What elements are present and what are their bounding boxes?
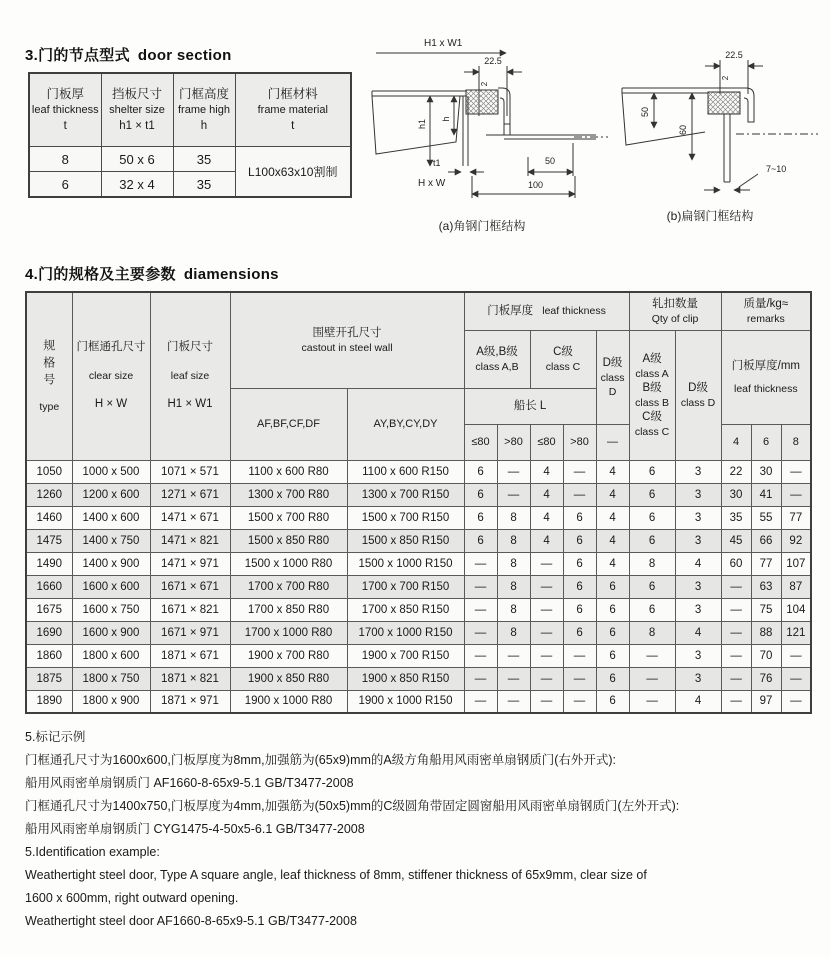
cell-w4: —: [721, 621, 751, 644]
cell-leaf: 1271 × 671: [150, 483, 230, 506]
cell-f: 1700 x 850 R80: [230, 598, 347, 621]
cell-clip_d: 3: [675, 667, 721, 690]
table-row: [26, 529, 811, 552]
cell-leaf: 1471 × 971: [150, 552, 230, 575]
cell-t: 8: [29, 147, 101, 172]
cell-w4: —: [721, 644, 751, 667]
cell-type: 1490: [26, 552, 72, 575]
cell-f: 1700 x 700 R80: [230, 575, 347, 598]
cell-y: 1700 x 700 R150: [347, 575, 464, 598]
cell-f: 1100 x 600 R80: [230, 460, 347, 483]
table-row: [29, 147, 351, 172]
cell-ab_le: —: [464, 667, 497, 690]
cell-c_le: —: [530, 598, 563, 621]
cell-ab_gt: —: [497, 644, 530, 667]
col-clip-d: [675, 330, 721, 460]
cell-c_gt: —: [563, 690, 596, 713]
cell-clip_d: 3: [675, 506, 721, 529]
cell-ab_gt: —: [497, 667, 530, 690]
cell-leaf: 1871 × 971: [150, 690, 230, 713]
header-en: frame high: [178, 104, 230, 116]
header-sym: h1 × t1: [119, 120, 155, 132]
dim-label-50: 50: [640, 106, 650, 118]
cell-c_le: 4: [530, 529, 563, 552]
cell-clear: 1400 x 750: [72, 529, 150, 552]
header-zh: B级: [642, 381, 662, 394]
table-row: [26, 552, 811, 575]
cell-w4: 22: [721, 460, 751, 483]
cell-w8: 107: [781, 552, 811, 575]
cell-c_gt: 6: [563, 575, 596, 598]
cell-ab_le: —: [464, 644, 497, 667]
cell-w8: 77: [781, 506, 811, 529]
cell-c_le: —: [530, 621, 563, 644]
cell-clip_d: 4: [675, 621, 721, 644]
header-sym: h: [200, 120, 208, 132]
header-en: class B: [635, 396, 669, 409]
col-c-le80: ≤80: [530, 424, 563, 460]
cell-w6: 97: [751, 690, 781, 713]
cell-f: 1700 x 1000 R80: [230, 621, 347, 644]
section3-heading-en: door section: [137, 47, 232, 64]
cell-f: 1500 x 1000 R80: [230, 552, 347, 575]
header-en: remarks: [746, 312, 785, 325]
cell-material: L100x63x10割制: [235, 147, 351, 198]
cell-w6: 41: [751, 483, 781, 506]
cell-type: 1050: [26, 460, 72, 483]
cell-clip_abc: 6: [629, 460, 675, 483]
cell-w8: 104: [781, 598, 811, 621]
cell-w8: 121: [781, 621, 811, 644]
cell-d: 4: [596, 460, 629, 483]
cell-clip_d: 3: [675, 644, 721, 667]
cell-c_gt: 6: [563, 621, 596, 644]
cell-clip_abc: 6: [629, 506, 675, 529]
cell-y: 1500 x 700 R150: [347, 506, 464, 529]
cell-w6: 30: [751, 460, 781, 483]
header-en: clear size: [88, 370, 134, 383]
cell-c_gt: —: [563, 644, 596, 667]
cell-w8: —: [781, 690, 811, 713]
col-leaf-size: [150, 292, 230, 460]
cell-ab_gt: —: [497, 483, 530, 506]
cell-type: 1475: [26, 529, 72, 552]
dim-label-22-5: 22.5: [725, 50, 743, 60]
cell-clip_abc: 6: [629, 529, 675, 552]
cell-ab_le: —: [464, 598, 497, 621]
cell-d: 4: [596, 483, 629, 506]
cell-clip_abc: —: [629, 644, 675, 667]
cell-ab_gt: 8: [497, 575, 530, 598]
col-group-castout: [230, 292, 464, 388]
header-zh: 规格号: [41, 338, 56, 390]
gasket-hatch: [708, 92, 740, 114]
cell-leaf: 1671 × 971: [150, 621, 230, 644]
text-line: 1600 x 600mm, right outward opening.: [25, 891, 239, 905]
cell-w6: 66: [751, 529, 781, 552]
cell-w6: 55: [751, 506, 781, 529]
cell-clip_abc: 6: [629, 483, 675, 506]
cell-d: 6: [596, 667, 629, 690]
cell-leaf: 1871 × 671: [150, 644, 230, 667]
cell-leaf: 1071 × 571: [150, 460, 230, 483]
col-leaf-thickness: [29, 73, 101, 147]
dim-label-60: 60: [678, 124, 688, 136]
text-line: 船用风雨密单扇钢质门 AF1660-8-65x9-5.1 GB/T3477-2008: [25, 776, 354, 790]
cell-c_gt: 6: [563, 529, 596, 552]
cell-w6: 77: [751, 552, 781, 575]
col-d-dash: —: [596, 424, 629, 460]
header-sym: t: [63, 120, 67, 132]
cell-d: 6: [596, 644, 629, 667]
text-line: 门框通孔尺寸为1400x750,门板厚度为4mm,加强筋为(50x5)mm的C级圆角带固定圆窗船用风雨密单扇钢质门(左外开式):: [25, 799, 680, 813]
header-sym: H1 × W1: [167, 398, 213, 411]
cell-clear: 1600 x 900: [72, 621, 150, 644]
cell-clip_abc: 6: [629, 575, 675, 598]
header-en: class C: [545, 360, 581, 373]
section3-heading-zh: 3.门的节点型式: [25, 47, 130, 64]
cell-ab_le: —: [464, 552, 497, 575]
col-ab-le80: ≤80: [464, 424, 497, 460]
cell-w8: 87: [781, 575, 811, 598]
dim-label-50: 50: [544, 156, 556, 166]
cell-w4: —: [721, 690, 751, 713]
cell-clear: 1600 x 600: [72, 575, 150, 598]
cell-ab_le: 6: [464, 529, 497, 552]
col-class-d: [596, 330, 629, 424]
cell-type: 1460: [26, 506, 72, 529]
header-en: class A: [635, 367, 669, 380]
cell-shelter: 32 x 4: [101, 172, 173, 198]
header-zh: 门板厚: [46, 87, 84, 101]
cell-w4: 35: [721, 506, 751, 529]
cell-clip_abc: 8: [629, 621, 675, 644]
drawing-a-caption: (a)角钢门框结构: [438, 219, 526, 233]
cell-t: 6: [29, 172, 101, 198]
header-zh: D级: [688, 381, 708, 394]
header-sym: H × W: [94, 398, 128, 411]
table-row: [26, 483, 811, 506]
section4-heading-en: diamensions: [183, 266, 279, 283]
header-zh: 门框通孔尺寸: [76, 341, 146, 354]
cell-c_le: —: [530, 575, 563, 598]
cell-w4: —: [721, 575, 751, 598]
header-sym: t: [291, 120, 295, 132]
header-en: type: [39, 400, 60, 413]
cell-ab_gt: 8: [497, 529, 530, 552]
cell-leaf: 1871 × 821: [150, 667, 230, 690]
cell-ab_le: —: [464, 690, 497, 713]
cell-f: 1900 x 850 R80: [230, 667, 347, 690]
col-ab-gt80: >80: [497, 424, 530, 460]
header-zh: 轧扣数量: [652, 297, 699, 310]
cell-h: 35: [173, 172, 235, 198]
cell-ab_le: 6: [464, 460, 497, 483]
header-zh: C级: [642, 410, 662, 423]
cell-clip_d: 3: [675, 598, 721, 621]
cell-ab_gt: —: [497, 690, 530, 713]
cell-y: 1300 x 700 R150: [347, 483, 464, 506]
col-castout-y: AY,BY,CY,DY: [347, 388, 464, 460]
col-group-leaf-thickness: [464, 292, 629, 330]
header-zh: 门框高度: [178, 87, 229, 101]
col-w4: 4: [721, 424, 751, 460]
cell-clear: 1800 x 900: [72, 690, 150, 713]
cell-w8: 92: [781, 529, 811, 552]
header-zh: 门板厚度/mm: [731, 359, 800, 372]
header-zh: D级: [602, 356, 623, 369]
table-row: [26, 644, 811, 667]
cell-clip_d: 3: [675, 460, 721, 483]
cell-w8: —: [781, 667, 811, 690]
col-frame-high: [173, 73, 235, 147]
cell-w4: 45: [721, 529, 751, 552]
cell-clear: 1800 x 600: [72, 644, 150, 667]
col-class-ab: [464, 330, 530, 388]
cell-clear: 1800 x 750: [72, 667, 150, 690]
header-en: class D: [600, 371, 625, 398]
cell-f: 1500 x 850 R80: [230, 529, 347, 552]
cell-y: 1700 x 850 R150: [347, 598, 464, 621]
header-en: class D: [680, 396, 716, 409]
identification-example-text: [25, 726, 815, 933]
cell-ab_gt: —: [497, 460, 530, 483]
cell-y: 1900 x 700 R150: [347, 644, 464, 667]
header-en: leaf thickness: [734, 382, 798, 395]
cell-ab_gt: 8: [497, 552, 530, 575]
dimensions-table: [25, 291, 812, 714]
section3-heading: [25, 44, 232, 65]
col-group-clip-qty: [629, 292, 721, 330]
text-line: 门框通孔尺寸为1600x600,门板厚度为8mm,加强筋为(65x9)mm的A级方角船用风雨密单扇钢质门(右外开式):: [25, 753, 617, 767]
text-line: Weathertight steel door AF1660-8-65x9-5.1 GB/T3477-2008: [25, 914, 357, 928]
cell-ab_gt: 8: [497, 621, 530, 644]
dim-label-22-5: 22.5: [484, 56, 502, 66]
cell-clip_d: 4: [675, 552, 721, 575]
header-zh: 挡板尺寸: [111, 87, 162, 101]
drawing-angle-steel-frame: [356, 26, 612, 238]
cell-clip_abc: 6: [629, 598, 675, 621]
col-class-c: [530, 330, 596, 388]
cell-d: 6: [596, 575, 629, 598]
cell-d: 6: [596, 621, 629, 644]
cell-w8: —: [781, 460, 811, 483]
cell-d: 4: [596, 506, 629, 529]
cell-d: 4: [596, 529, 629, 552]
cell-w8: —: [781, 644, 811, 667]
section4-heading-zh: 4.门的规格及主要参数: [25, 266, 176, 283]
col-type: [26, 292, 72, 460]
cell-y: 1900 x 850 R150: [347, 667, 464, 690]
cell-clear: 1400 x 900: [72, 552, 150, 575]
cell-w4: —: [721, 598, 751, 621]
cell-w8: —: [781, 483, 811, 506]
header-en: frame material: [257, 104, 328, 116]
cell-leaf: 1671 × 671: [150, 575, 230, 598]
cell-c_le: 4: [530, 460, 563, 483]
dim-label-h1: h1: [417, 118, 427, 130]
header-en: leaf thickness: [542, 304, 606, 317]
header-zh: 门板尺寸: [167, 341, 213, 354]
dim-label-h: h: [441, 116, 451, 122]
text-line: 5.标记示例: [25, 730, 86, 744]
drawing-flat-steel-frame: [608, 32, 830, 238]
col-mass-leaf-thickness: [721, 330, 811, 424]
cell-c_gt: 6: [563, 552, 596, 575]
header-en: Qty of clip: [651, 312, 699, 325]
cell-clear: 1200 x 600: [72, 483, 150, 506]
cell-type: 1660: [26, 575, 72, 598]
header-row-1: [26, 292, 811, 330]
cell-ab_le: —: [464, 621, 497, 644]
cell-leaf: 1671 × 821: [150, 598, 230, 621]
cell-w6: 70: [751, 644, 781, 667]
cell-w4: —: [721, 667, 751, 690]
cell-w6: 63: [751, 575, 781, 598]
table-row: [26, 690, 811, 713]
cell-clear: 1400 x 600: [72, 506, 150, 529]
cell-clip_d: 3: [675, 483, 721, 506]
cell-c_le: 4: [530, 483, 563, 506]
cell-y: 1500 x 1000 R150: [347, 552, 464, 575]
cell-clear: 1000 x 500: [72, 460, 150, 483]
cell-y: 1100 x 600 R150: [347, 460, 464, 483]
cell-c_le: —: [530, 690, 563, 713]
table-row: [26, 667, 811, 690]
cell-clip_d: 3: [675, 575, 721, 598]
cell-y: 1700 x 1000 R150: [347, 621, 464, 644]
text-line: 5.Identification example:: [25, 845, 160, 859]
cell-w6: 75: [751, 598, 781, 621]
col-clip-abc: [629, 330, 675, 460]
header-zh: 质量/kg≈: [743, 297, 789, 310]
table-row: [26, 598, 811, 621]
cell-ab_le: —: [464, 575, 497, 598]
cell-y: 1900 x 1000 R150: [347, 690, 464, 713]
dim-label-hw: H x W: [418, 178, 446, 189]
col-frame-material: [235, 73, 351, 147]
dim-label-h1w1: H1 x W1: [424, 38, 463, 49]
col-castout-f: AF,BF,CF,DF: [230, 388, 347, 460]
header-zh: A级,B级: [476, 345, 518, 358]
cell-w6: 76: [751, 667, 781, 690]
cell-clip_d: 4: [675, 690, 721, 713]
cell-leaf: 1471 × 671: [150, 506, 230, 529]
col-w6: 6: [751, 424, 781, 460]
cell-f: 1900 x 700 R80: [230, 644, 347, 667]
table-row: [26, 575, 811, 598]
cell-c_le: —: [530, 552, 563, 575]
cell-d: 6: [596, 690, 629, 713]
cell-c_gt: —: [563, 483, 596, 506]
cell-f: 1500 x 700 R80: [230, 506, 347, 529]
cell-c_gt: 6: [563, 506, 596, 529]
col-w8: 8: [781, 424, 811, 460]
header-zh: 门框材料: [267, 87, 318, 101]
header-en: class C: [634, 425, 670, 438]
dim-label-100: 100: [528, 180, 544, 190]
cell-c_gt: —: [563, 460, 596, 483]
table-body: [26, 460, 811, 713]
cell-c_gt: —: [563, 667, 596, 690]
header-en: castout in steel wall: [301, 341, 393, 354]
cell-y: 1500 x 850 R150: [347, 529, 464, 552]
table-header-row: [29, 73, 351, 147]
door-section-table: [28, 72, 352, 198]
cell-shelter: 50 x 6: [101, 147, 173, 172]
header-en: class A,B: [475, 360, 519, 373]
cell-clip_d: 3: [675, 529, 721, 552]
dim-label-t1: t1: [433, 158, 441, 168]
cell-c_le: —: [530, 644, 563, 667]
col-ship-length: 船长 L: [464, 388, 596, 424]
table-row: [26, 621, 811, 644]
dim-label-2: 2: [721, 75, 730, 81]
cell-w4: 60: [721, 552, 751, 575]
cell-w6: 88: [751, 621, 781, 644]
header-zh: C级: [553, 345, 573, 358]
col-shelter-size: [101, 73, 173, 147]
cell-c_le: —: [530, 667, 563, 690]
dim-label-2: 2: [480, 81, 489, 87]
header-zh: A级: [642, 352, 662, 365]
table-row: [26, 460, 811, 483]
table-row: [26, 506, 811, 529]
section4-heading: [25, 263, 279, 284]
col-clear-size: [72, 292, 150, 460]
dim-label-7-10: 7~10: [766, 164, 787, 174]
cell-ab_le: 6: [464, 506, 497, 529]
header-zh: 门板厚度: [487, 304, 534, 317]
cell-type: 1675: [26, 598, 72, 621]
cell-f: 1900 x 1000 R80: [230, 690, 347, 713]
cell-ab_le: 6: [464, 483, 497, 506]
cell-type: 1890: [26, 690, 72, 713]
text-line: 船用风雨密单扇钢质门 CYG1475-4-50x5-6.1 GB/T3477-2008: [25, 822, 365, 836]
gasket-hatch: [466, 90, 498, 114]
cell-d: 6: [596, 598, 629, 621]
cell-ab_gt: 8: [497, 598, 530, 621]
cell-clip_abc: 8: [629, 552, 675, 575]
cell-clear: 1600 x 750: [72, 598, 150, 621]
cell-clip_abc: —: [629, 690, 675, 713]
cell-type: 1860: [26, 644, 72, 667]
cell-w4: 30: [721, 483, 751, 506]
header-en: leaf thickness: [31, 104, 99, 116]
header-zh: 围壁开孔尺寸: [312, 326, 382, 339]
drawing-b-caption: (b)扁钢门框结构: [666, 209, 754, 223]
cell-c_gt: 6: [563, 598, 596, 621]
cell-type: 1875: [26, 667, 72, 690]
cell-leaf: 1471 × 821: [150, 529, 230, 552]
col-group-mass-remarks: [721, 292, 811, 330]
cell-type: 1690: [26, 621, 72, 644]
text-line: Weathertight steel door, Type A square angle, leaf thickness of 8mm, stiffener thickness of 65x9mm, clear size of: [25, 868, 647, 882]
header-en: shelter size: [109, 104, 165, 116]
cell-h: 35: [173, 147, 235, 172]
cell-f: 1300 x 700 R80: [230, 483, 347, 506]
cell-d: 4: [596, 552, 629, 575]
cell-clip_abc: —: [629, 667, 675, 690]
cell-ab_gt: 8: [497, 506, 530, 529]
header-en: leaf size: [170, 370, 210, 383]
col-c-gt80: >80: [563, 424, 596, 460]
cell-type: 1260: [26, 483, 72, 506]
cell-c_le: 4: [530, 506, 563, 529]
